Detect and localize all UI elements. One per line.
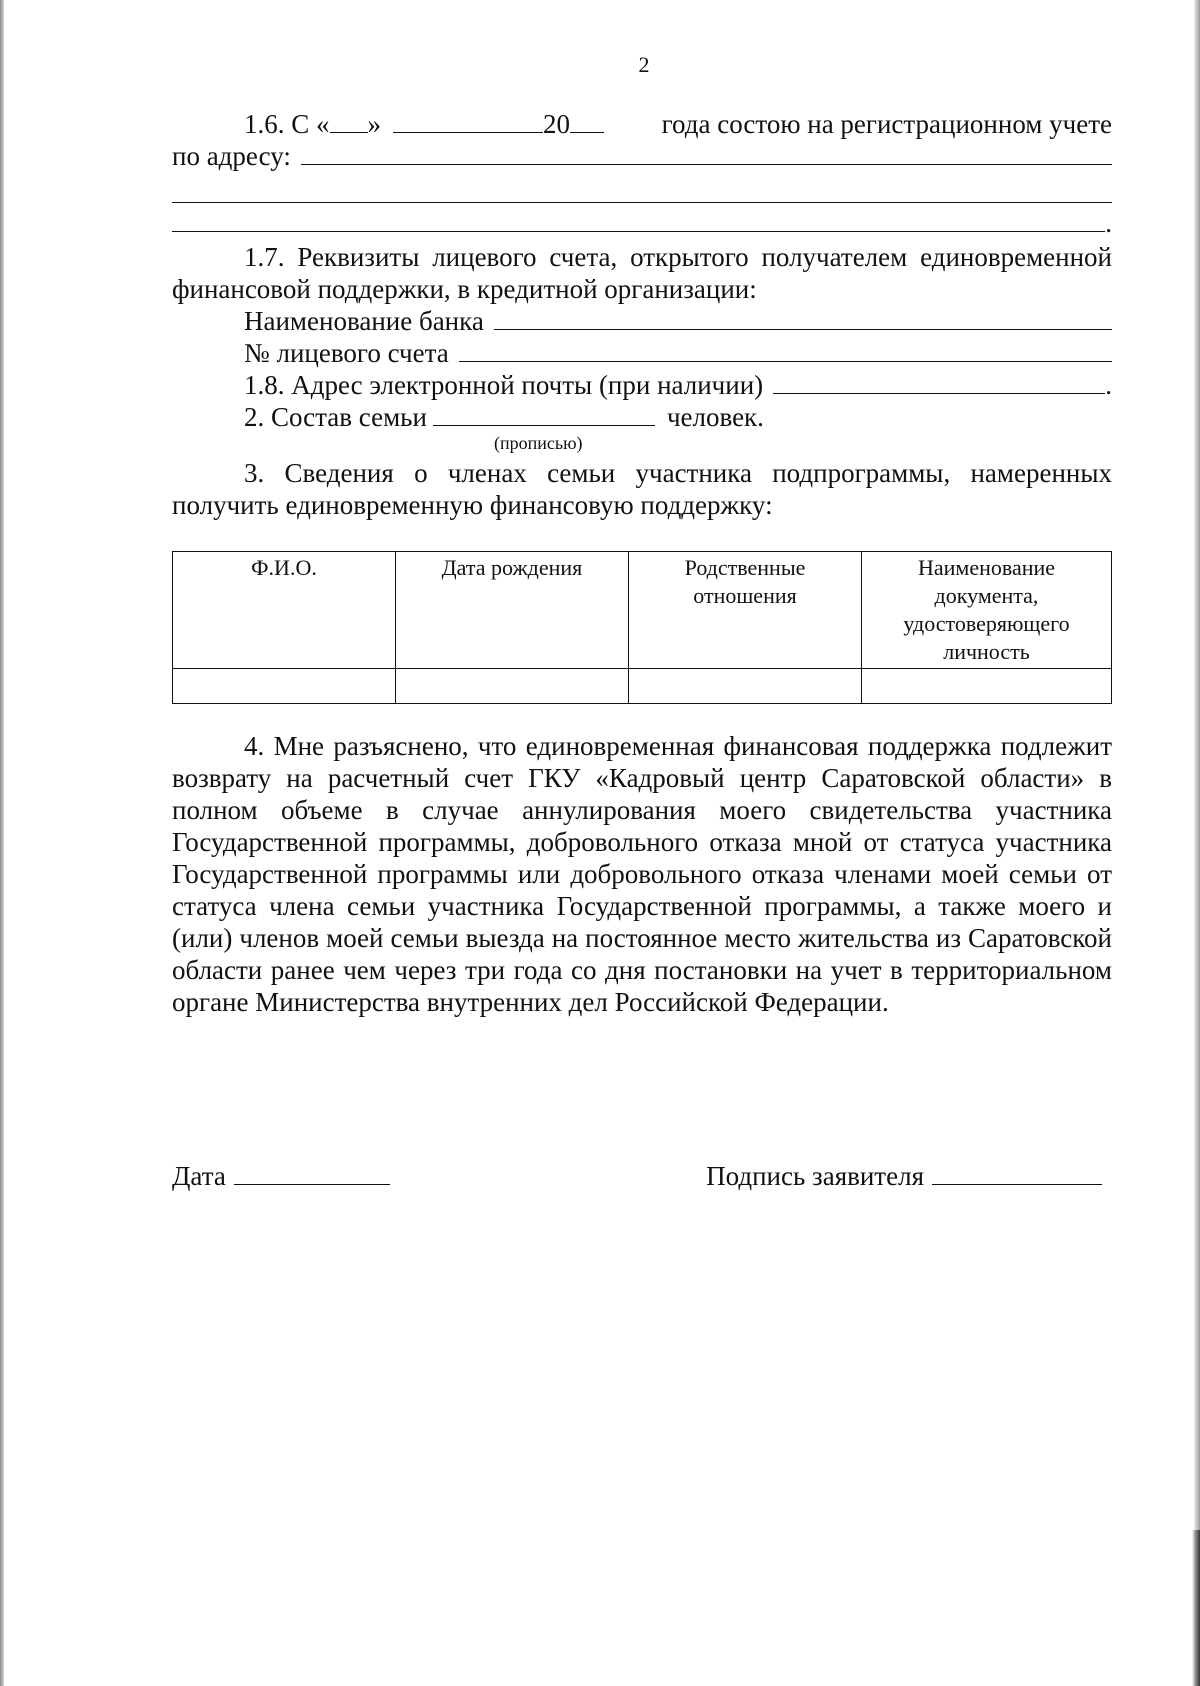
account-line [172,337,1112,369]
address-end-dot: . [1105,208,1112,238]
date-group [172,1160,390,1192]
date-field[interactable] [234,1160,390,1185]
family-members-table [172,551,1112,704]
account-field[interactable] [459,337,1112,362]
year-prefix: 20 [543,109,571,139]
day-blank[interactable] [330,108,368,133]
bank-field[interactable] [494,305,1112,330]
email-label: 1.8. Адрес электронной почты (при наличии) [244,370,764,400]
cell-name[interactable] [173,669,396,704]
section-1-6-prefix: 1.6. С « [244,109,330,139]
address-field-3[interactable] [172,207,1105,232]
address-field-1[interactable] [301,140,1112,165]
month-blank[interactable] [393,108,543,133]
email-line [172,369,1112,401]
column-header-birthdate: Дата рождения [396,552,629,669]
family-size-field[interactable] [433,401,655,426]
family-size-hint: (прописью) [494,433,583,453]
bank-line [172,305,1112,337]
family-size-suffix: человек. [666,402,764,432]
bank-label: Наименование банка [244,306,484,336]
section-1-6-line [172,108,1112,140]
family-size-line [172,401,1112,433]
signature-label: Подпись заявителя [706,1161,924,1191]
section-1-6-quote-close: » [367,109,382,139]
table-row [173,669,1112,704]
section-4-text: 4. Мне разъяснено, что единовременная финансовая поддержка подлежит возврату на расчетный счет ГКУ «Кадровый центр Саратовской области» в полном объеме в случае аннулирования моего свидетельства участника Государственной программы, добровольного отказа мной от статуса участника Государственной программы или добровольного отказа членами моей семьи от статуса члена семьи участника Государственной программы, а также моего и (или) членов моей семьи выезда на постоянное место жительства из Саратовской области ранее чем через три года со дня постановки на учет в территориальном органе Министерства внутренних дел Российской Федерации. [172,731,1112,1017]
page-number: 2 [638,52,650,77]
scan-edge-right [1194,0,1200,1686]
year-blank[interactable] [570,108,604,133]
cell-birthdate[interactable] [396,669,629,704]
table-header-row [173,552,1112,669]
cell-relation[interactable] [629,669,862,704]
scan-edge-right-shadow [1192,1530,1200,1686]
column-header-name: Ф.И.О. [173,552,396,669]
email-field[interactable] [773,369,1105,394]
section-1-7-text: 1.7. Реквизиты лицевого счета, открытого получателем единовременной финансовой поддержки, в кредитной организации: [172,242,1112,304]
cell-id-document[interactable] [862,669,1112,704]
column-header-id-document: Наименование документа, удостоверяющего личность [862,552,1112,669]
address-label: по адресу: [172,141,291,171]
account-label: № лицевого счета [244,338,449,368]
family-size-label: 2. Состав семьи [244,402,427,432]
address-line-3 [172,207,1112,239]
column-header-relation: Родственные отношения [629,552,862,669]
signature-group [706,1160,1102,1192]
email-end-dot: . [1105,370,1112,400]
signature-row [172,1160,1112,1192]
section-3-text: 3. Сведения о членах семьи участника подпрограммы, намеренных получить единовременную финансовую поддержку: [172,458,1112,520]
scan-edge-left [0,0,4,1686]
address-field-2[interactable] [172,176,1112,203]
signature-field[interactable] [932,1160,1102,1185]
section-1-6-suffix: года состою на регистрационном учете [661,109,1112,139]
date-label: Дата [172,1161,226,1191]
document-body [172,108,1112,1018]
address-line [172,140,1112,172]
